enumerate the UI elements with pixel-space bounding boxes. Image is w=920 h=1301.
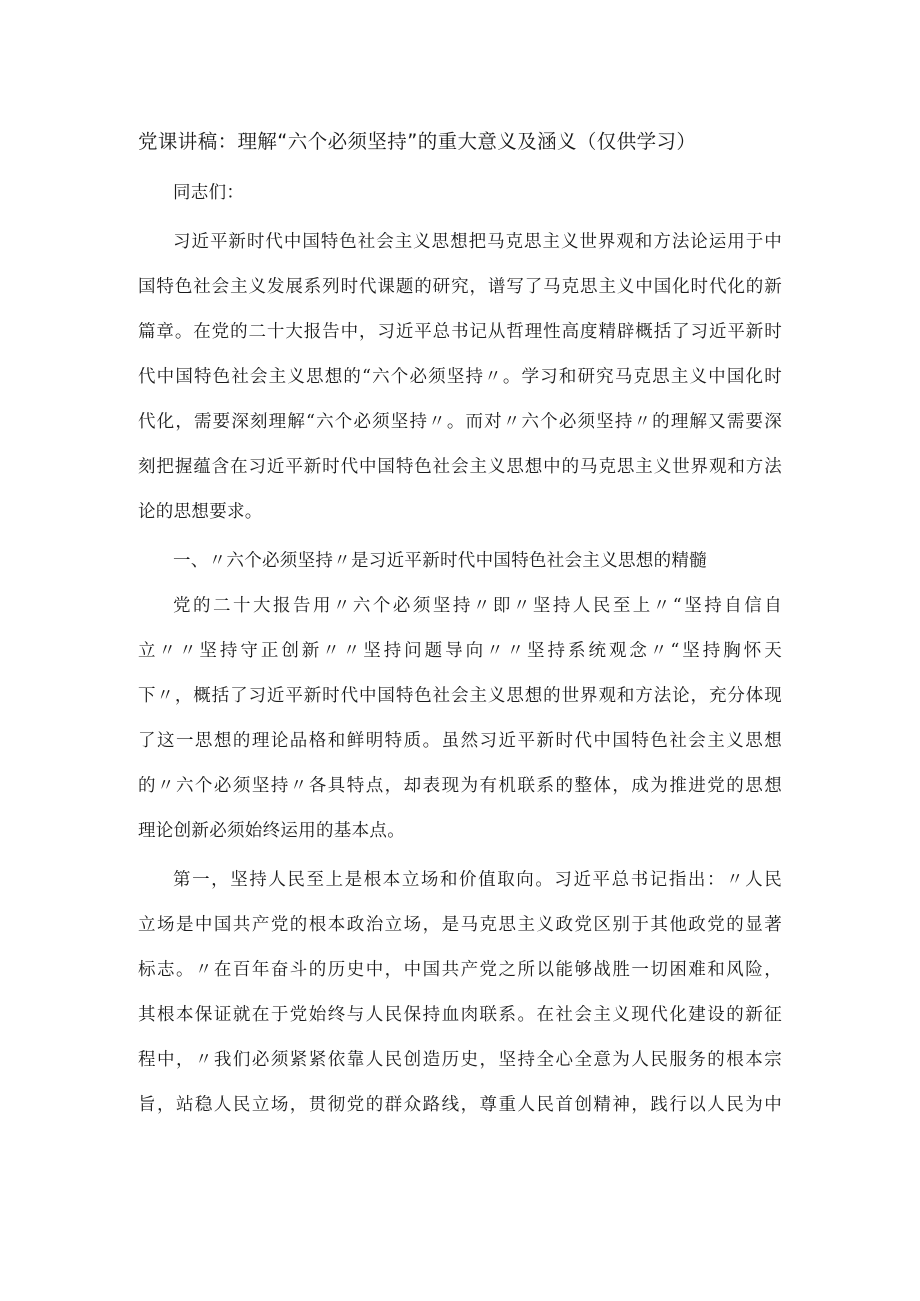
- paragraph-line: 国特色社会主义发展系列时代课题的研究，谱写了马克思主义中国化时代化的新: [138, 277, 782, 297]
- section-heading: 一、〃六个必须坚持〃是习近平新时代中国特色社会主义思想的精髓: [173, 551, 707, 571]
- paragraph-line: 篇章。在党的二十大报告中，习近平总书记从哲理性高度精辟概括了习近平新时: [138, 322, 782, 342]
- paragraph-line: 刻把握蕴含在习近平新时代中国特色社会主义思想中的马克思主义世界观和方法: [138, 457, 782, 477]
- paragraph-line: 立〃〃坚持守正创新〃〃坚持问题导向〃〃坚持系统观念〃“坚持胸怀天: [138, 641, 782, 661]
- paragraph-line: 党的二十大报告用〃六个必须坚持〃即〃坚持人民至上〃“坚持自信自: [173, 596, 782, 616]
- paragraph-line: 下〃，概括了习近平新时代中国特色社会主义思想的世界观和方法论，充分体现: [138, 686, 782, 706]
- paragraph-line: 标志。〃在百年奋斗的历史中，中国共产党之所以能够战胜一切困难和风险，: [138, 960, 782, 980]
- paragraph-line: 的〃六个必须坚持〃各具特点，却表现为有机联系的整体，成为推进党的思想: [138, 776, 782, 796]
- document-body: [138, 171, 782, 1128]
- paragraph-line: 程中，〃我们必须紧紧依靠人民创造历史，坚持全心全意为人民服务的根本宗: [138, 1050, 782, 1070]
- paragraph-line: 第一，坚持人民至上是根本立场和价值取向。习近平总书记指出：〃人民: [173, 870, 782, 890]
- paragraph-line: 了这一思想的理论品格和鲜明特质。虽然习近平新时代中国特色社会主义思想: [138, 731, 782, 751]
- salutation-line: 同志们：: [173, 183, 245, 203]
- paragraph-line: 论的思想要求。: [138, 502, 263, 522]
- paragraph-line: 代化，需要深刻理解“六个必须坚持〃。而对〃六个必须坚持〃的理解又需要深: [138, 412, 782, 432]
- paragraph-line: 理论创新必须始终运用的基本点。: [138, 821, 405, 841]
- paragraph-line: 代中国特色社会主义思想的“六个必须坚持〃。学习和研究马克思主义中国化时: [138, 367, 782, 387]
- paragraph-line: 立场是中国共产党的根本政治立场，是马克思主义政党区别于其他政党的显著: [138, 915, 782, 935]
- paragraph-line: 习近平新时代中国特色社会主义思想把马克思主义世界观和方法论运用于中: [173, 232, 782, 252]
- document-title: 党课讲稿：理解“六个必须坚持”的重大意义及涵义（仅供学习）: [138, 130, 697, 153]
- paragraph-line: 其根本保证就在于党始终与人民保持血肉联系。在社会主义现代化建设的新征: [138, 1005, 782, 1025]
- paragraph-line: 旨，站稳人民立场，贯彻党的群众路线，尊重人民首创精神，践行以人民为中: [138, 1095, 782, 1115]
